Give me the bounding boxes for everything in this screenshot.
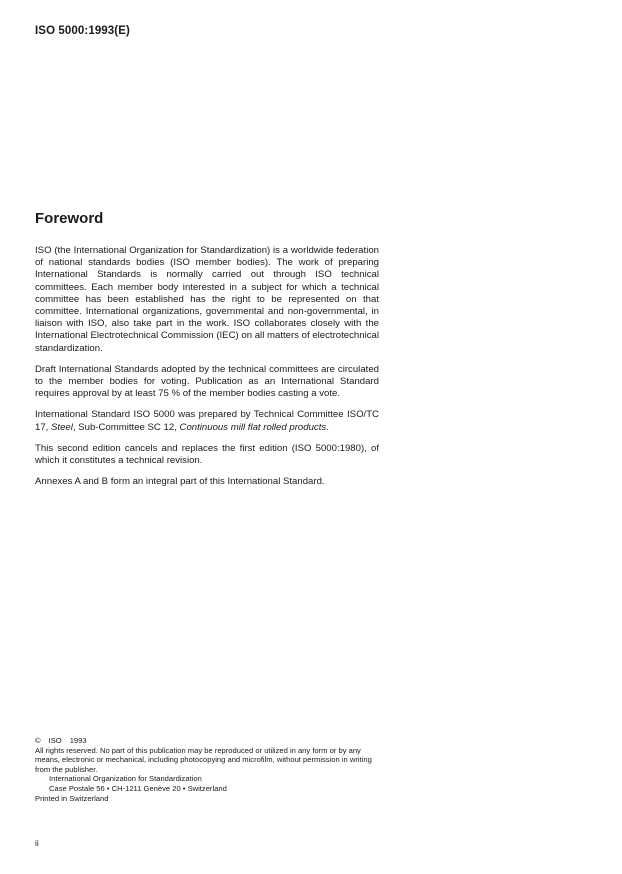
copyright-line [35,736,385,746]
organization-address: Case Postale 56 • CH-1211 Genève 20 • Switzerland [49,783,227,793]
paragraph-annexes: Annexes A and B form an integral part of this International Standard. [35,476,325,488]
subcommittee-subject: Continuous mill flat rolled products [179,421,327,433]
paragraph-iso-intro: ISO (the International Organization for Standardization) is a worldwide federation of national standards bodies (ISO member bodies). The work of preparing International Standards is normally carried out through ISO technical committees. Each member body interested in a subject for which a technical committee has been established has the right to be represented on that committee. International organizations, governmental and non-governmental, in liaison with ISO, also take part in the work. ISO collaborates closely with the International Electrotechnical Commission (IEC) on all matters of electrotechnical standardization. [35,245,379,354]
copyright-symbol: © [35,736,41,745]
rights-statement: All rights reserved. No part of this publication may be reproduced or utilized in any form or by any means, electronic or mechanical, including photocopying and microfilm, without permission in writing from the publisher. [35,745,372,774]
committee-steel: Steel [51,421,73,433]
copyright-owner: ISO [48,736,62,745]
copyright-footer [35,736,385,803]
organization-name: International Organization for Standardization [49,774,202,784]
paragraph-prepared-by [35,409,379,433]
copyright-year: 1993 [69,736,87,745]
document-id-header: ISO 5000:1993(E) [35,25,130,37]
prepared-by-text: International Standard ISO 5000 was prepared by Technical Committee ISO/TC 17, [35,409,379,433]
paragraph-edition: This second edition cancels and replaces the first edition (ISO 5000:1980), of which it constitutes a technical revision. [35,442,379,467]
prepared-by-text-3: . [326,421,329,433]
paragraph-draft-standards: Draft International Standards adopted by the technical committees are circulated to the member bodies for voting. Publication as an International Standard requires approval by at least 75 % of the member bodies casting a vote. [35,363,379,400]
foreword-body [35,245,379,497]
page-number: ii [35,838,39,848]
printed-in: Printed in Switzerland [35,793,109,803]
prepared-by-text-2: , Sub-Committee SC 12, [72,421,180,433]
section-title: Foreword [35,210,104,227]
